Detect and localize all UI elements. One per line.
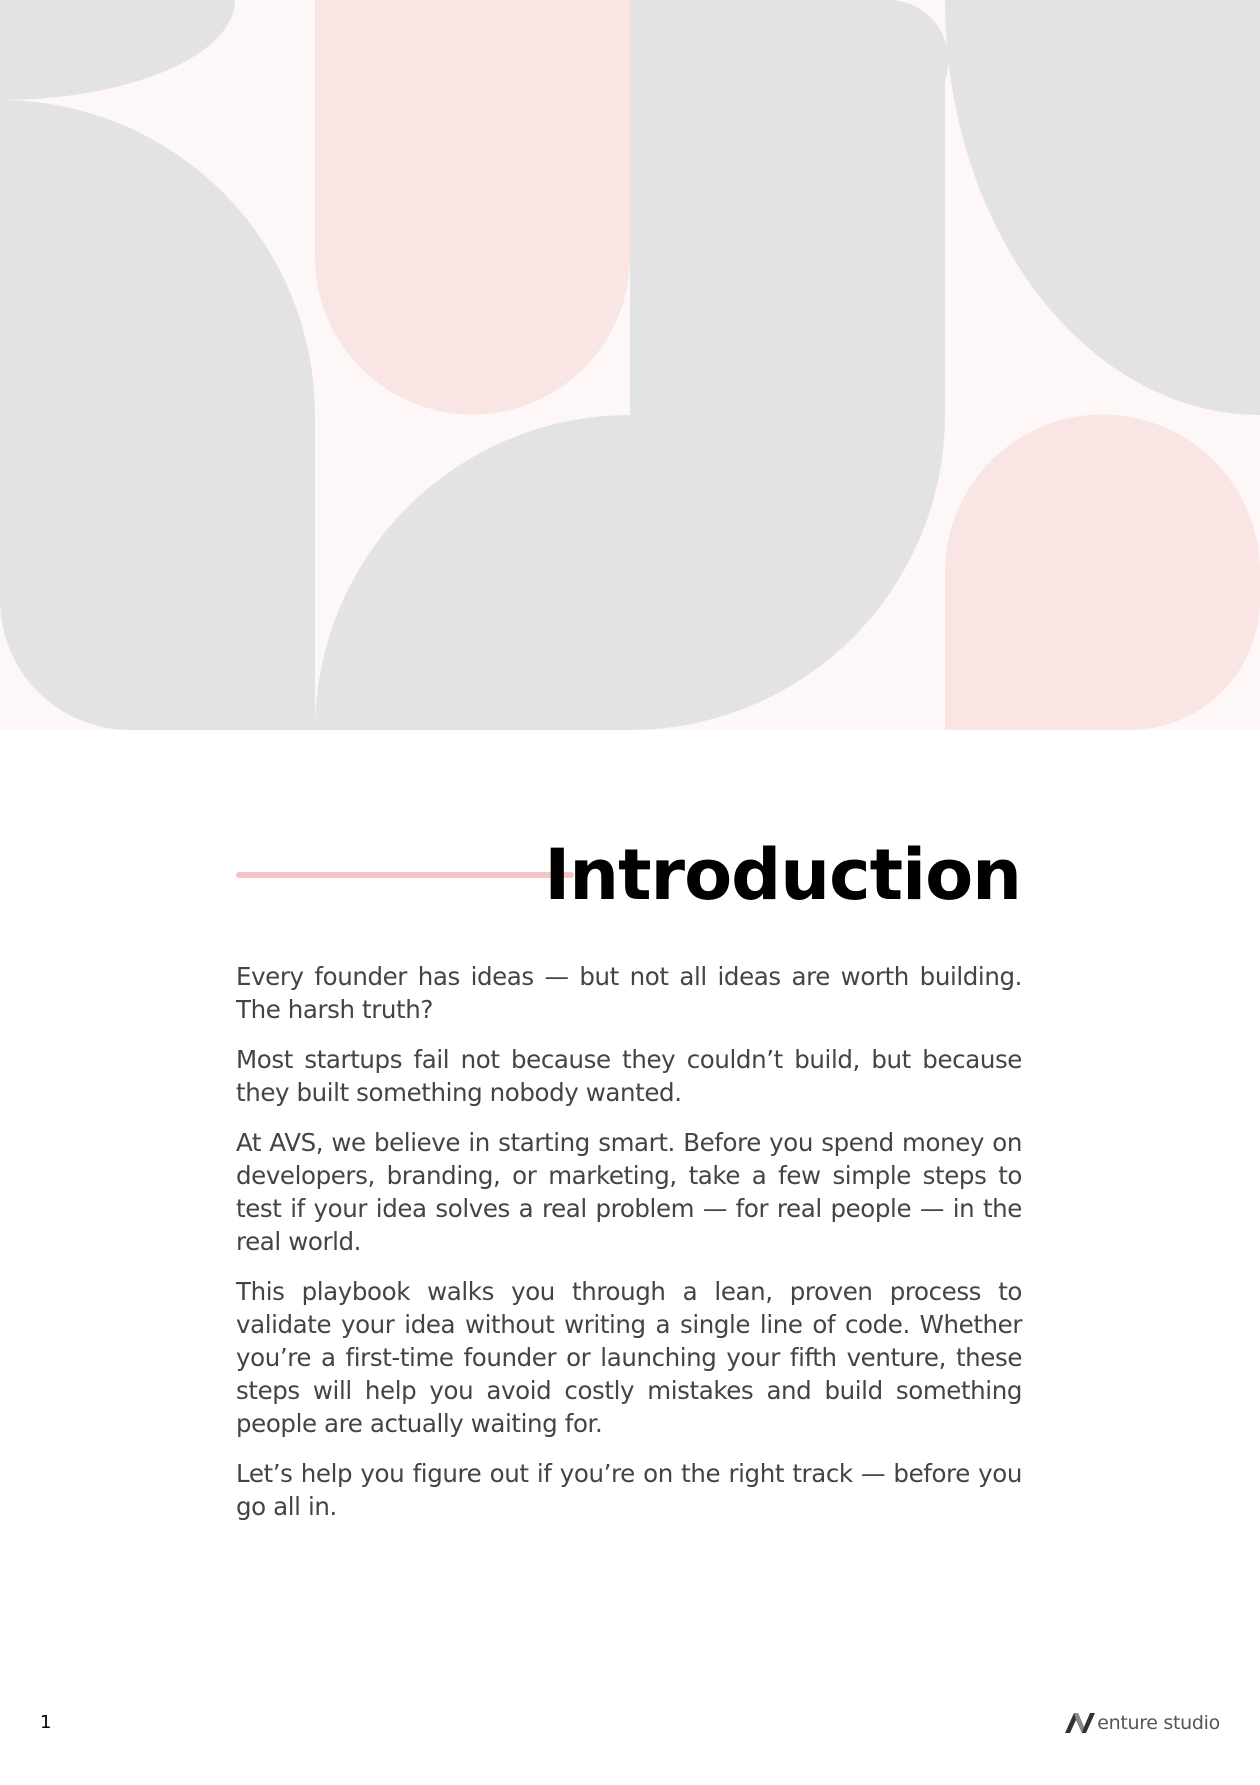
brand-footer bbox=[1065, 1708, 1220, 1738]
page-title: Introduction bbox=[544, 834, 1021, 916]
hero-shape-pink-pill bbox=[315, 0, 630, 415]
hero-shape-right-pink bbox=[945, 415, 1260, 731]
paragraph-5: Let’s help you figure out if you’re on the right track — before you go all in. bbox=[236, 1459, 1022, 1521]
hero-geometric-pattern bbox=[0, 0, 1260, 730]
paragraph-2: Most startups fail not because they couldn’t build, but because they built something nobody wanted. bbox=[236, 1045, 1022, 1107]
paragraph-3: At AVS, we believe in starting smart. Before you spend money on developers, branding, or marketing, take a few simple steps to test if your idea solves a real problem — for real people — in the real world. bbox=[236, 1128, 1022, 1256]
brand-text: enture studio bbox=[1097, 1712, 1220, 1734]
paragraph-1: Every founder has ideas — but not all ideas are worth building. The harsh truth? bbox=[236, 962, 1022, 1024]
page-number: 1 bbox=[40, 1712, 52, 1733]
paragraph-4: This playbook walks you through a lean, proven process to validate your idea without writing a single line of code. Whether you’re a first-time founder or launching your fifth venture, these steps will help you avoid costly mistakes and build something people are actually waiting for. bbox=[236, 1277, 1022, 1438]
av-logo-icon bbox=[1065, 1712, 1095, 1734]
title-accent-rule bbox=[236, 872, 574, 878]
body-text bbox=[236, 960, 1022, 1540]
title-row bbox=[236, 830, 1021, 920]
